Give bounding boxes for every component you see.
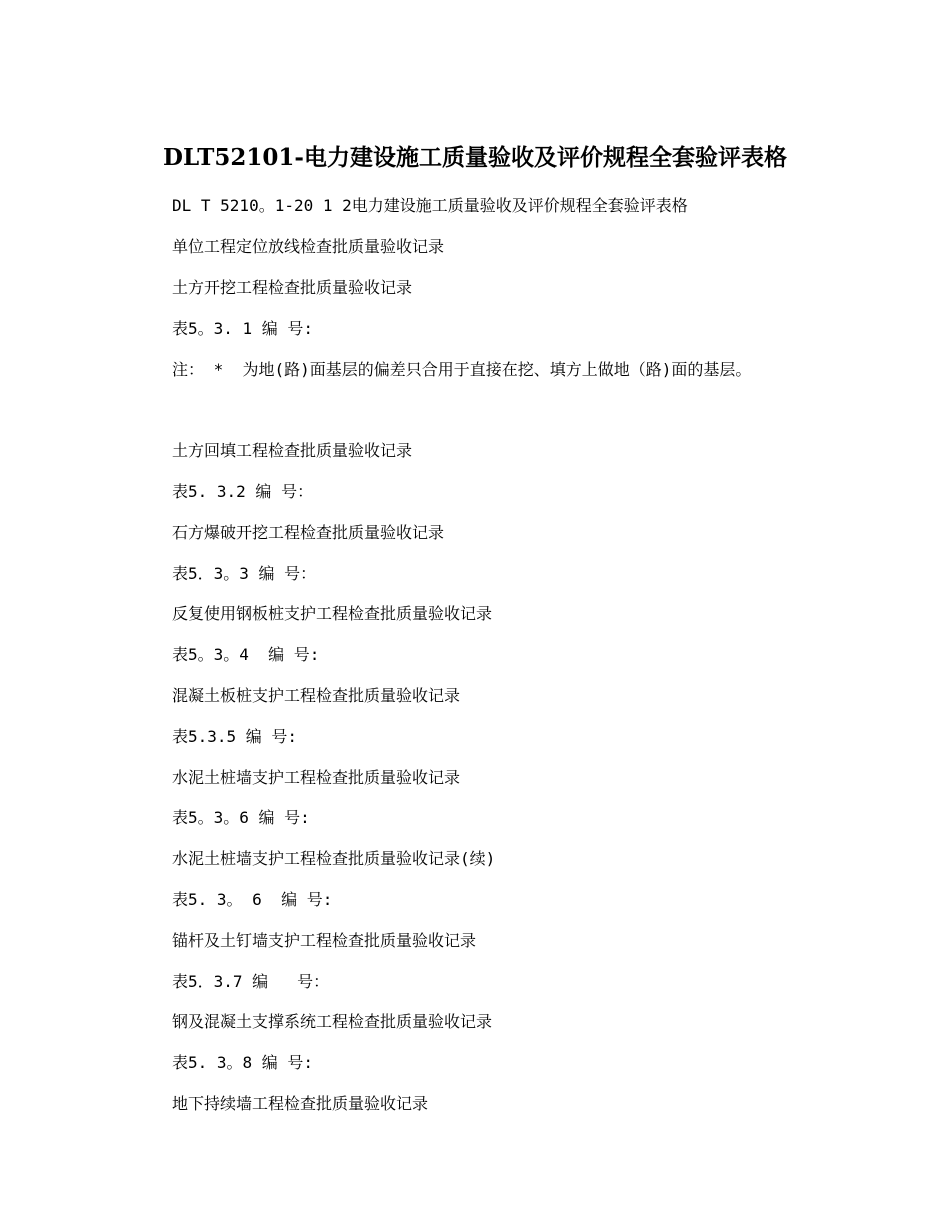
text-line: 表5。3。4 编 号: [172, 645, 320, 665]
note-line: 注： * 为地(路)面基层的偏差只合用于直接在挖、填方上做地（路)面的基层。 [172, 359, 752, 379]
document-body [172, 186, 932, 1124]
text-line: 表5．3。3 编 号： [172, 563, 317, 583]
text-line: 表5．3.7 编 号： [172, 971, 330, 991]
document-title: DLT52101-电力建设施工质量验收及评价规程全套验评表格 [163, 144, 787, 171]
text-line: 钢及混凝土支撑系统工程检查批质量验收记录 [172, 1012, 493, 1032]
text-line: 地下持续墙工程检查批质量验收记录 [172, 1093, 429, 1113]
text-line: 土方开挖工程检查批质量验收记录 [172, 277, 413, 297]
text-line: 锚杆及土钉墙支护工程检查批质量验收记录 [172, 930, 477, 950]
text-line: 表5。3。6 编 号: [172, 808, 310, 828]
text-line: 表5.3.5 编 号: [172, 726, 298, 746]
text-line: 混凝土板桩支护工程检查批质量验收记录 [172, 685, 461, 705]
text-line: 水泥土桩墙支护工程检查批质量验收记录 [172, 767, 461, 787]
text-line: 反复使用钢板桩支护工程检查批质量验收记录 [172, 604, 493, 624]
text-line: 石方爆破开挖工程检查批质量验收记录 [172, 522, 445, 542]
text-line: 表5。3. 1 编 号: [172, 318, 314, 338]
text-line: 水泥土桩墙支护工程检查批质量验收记录(续) [172, 849, 496, 869]
text-line: 表5. 3。 6 编 号: [172, 889, 333, 909]
text-line: 表5. 3.2 编 号： [172, 481, 314, 501]
blank-line [172, 390, 932, 431]
text-line: DL T 5210。1-20 1 2电力建设施工质量验收及评价规程全套验评表格 [172, 196, 688, 216]
text-line: 单位工程定位放线检查批质量验收记录 [172, 237, 445, 257]
text-line: 土方回填工程检查批质量验收记录 [172, 441, 413, 461]
text-line: 表5. 3。8 编 号: [172, 1053, 314, 1073]
